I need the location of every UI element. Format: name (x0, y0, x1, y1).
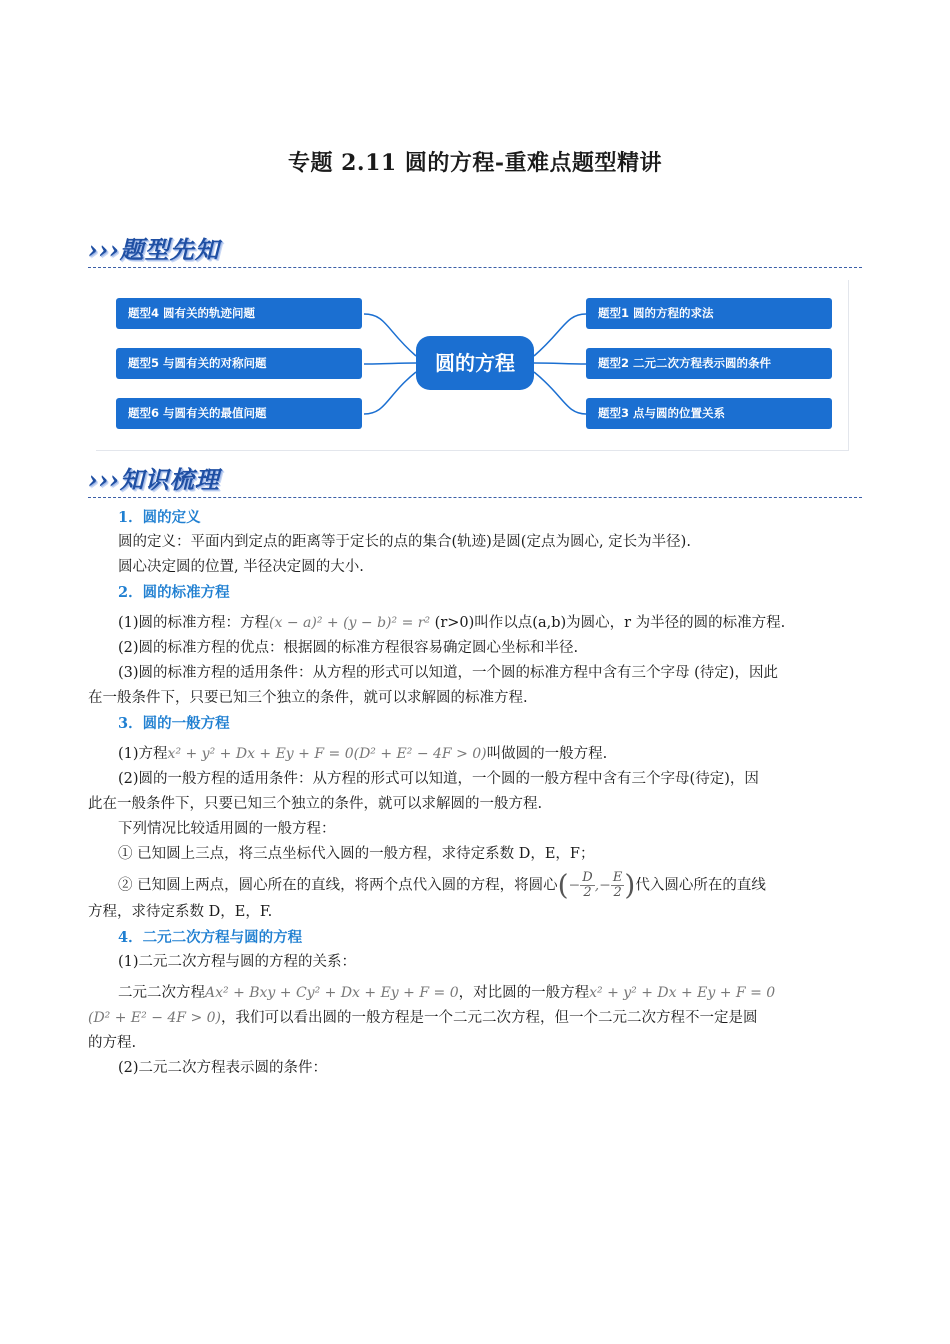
topic-node-6: 题型6 与圆有关的最值问题 (116, 398, 362, 429)
paragraph (88, 742, 864, 767)
paragraph (88, 1006, 864, 1031)
paragraph: 圆的定义：平面内到定点的距离等于定长的点的集合(轨迹)是圆(定点为圆心, 定长为半径). (118, 534, 691, 550)
knowledge-body (88, 505, 864, 1081)
paragraph: 在一般条件下，只要已知三个独立的条件，就可以求解圆的标准方程. (88, 690, 528, 706)
topic-node-4: 题型4 圆有关的轨迹问题 (116, 298, 362, 329)
fraction: $\frac{D}{2}$ (582, 870, 593, 900)
equation: x² + y² + Dx + Ey + F = 0 (589, 985, 776, 1001)
topic-node-3: 题型3 点与圆的位置关系 (586, 398, 832, 429)
section-heading-4: 4．二元二次方程与圆的方程 (118, 929, 303, 946)
paragraph: (2)圆的标准方程的优点：根据圆的标准方程很容易确定圆心坐标和半径. (118, 640, 579, 656)
paragraph: 此在一般条件下，只要已知三个独立的条件，就可以求解圆的一般方程. (88, 796, 543, 812)
paragraph: (3)圆的标准方程的适用条件：从方程的形式可以知道，一个圆的标准方程中含有三个字母 (待定)，因此 (118, 665, 778, 681)
paragraph (88, 868, 864, 902)
page-title: 专题 2.11 圆的方程-重难点题型精讲 (287, 150, 663, 176)
text: ，我们可以看出圆的一般方程是一个二元二次方程，但一个二元二次方程不一定是圆 (221, 1010, 758, 1026)
fraction: $\frac{E}{2}$ (612, 870, 623, 900)
equation: Ax² + Bxy + Cy² + Dx + Ey + F = 0 (205, 985, 459, 1001)
equation: (D² + E² − 4F > 0) (88, 1010, 222, 1026)
paragraph (88, 981, 864, 1006)
text: 代入圆心所在的直线 (635, 877, 766, 894)
section-heading-3: 3．圆的一般方程 (118, 715, 230, 732)
paragraph: 方程，求待定系数 D，E，F. (88, 904, 273, 920)
minus-sign: − (568, 877, 581, 894)
dashed-divider (88, 497, 862, 498)
paren-open: ( (557, 868, 569, 902)
text: (1)方程 (118, 746, 168, 762)
paragraph: 圆心决定圆的位置, 半径决定圆的大小. (118, 559, 364, 575)
mind-map (96, 280, 849, 451)
paren-close: ) (624, 868, 636, 902)
paragraph: (1)二元二次方程与圆的方程的关系： (118, 954, 357, 970)
comma-minus: ,− (594, 877, 611, 894)
text: 二元二次方程 (118, 985, 205, 1001)
topic-node-1: 题型1 圆的方程的求法 (586, 298, 832, 329)
text: ② 已知圆上两点，圆心所在的直线，将两个点代入圆的方程，将圆心 (118, 877, 558, 894)
paragraph: (2)二元二次方程表示圆的条件： (118, 1060, 328, 1076)
equation: x² + y² + Dx + Ey + F = 0(D² + E² − 4F > 0) (167, 746, 487, 762)
text: ，对比圆的一般方程 (458, 985, 590, 1001)
section-heading-2: 2．圆的标准方程 (118, 584, 230, 601)
text: (1)圆的标准方程：方程 (118, 615, 270, 631)
banner-label: ›››知识梳理 (88, 465, 220, 494)
mind-map-center: 圆的方程 (416, 336, 534, 390)
paragraph: 下列情况比较适用圆的一般方程： (118, 821, 336, 837)
paragraph (88, 611, 864, 636)
paragraph: 的方程. (88, 1035, 137, 1051)
paragraph: ① 已知圆上三点，将三点坐标代入圆的一般方程，求待定系数 D，E，F； (118, 846, 595, 862)
section-banner-knowledge (88, 458, 862, 498)
topic-node-5: 题型5 与圆有关的对称问题 (116, 348, 362, 379)
text: 叫做圆的一般方程. (486, 746, 608, 762)
text: (r>0)叫作以点(a,b)为圆心，r 为半径的圆的标准方程. (430, 615, 786, 631)
section-heading-1: 1．圆的定义 (118, 509, 201, 526)
dashed-divider (88, 267, 862, 268)
equation: (x − a)² + (y − b)² = r² (269, 615, 431, 631)
paragraph: (2)圆的一般方程的适用条件：从方程的形式可以知道，一个圆的一般方程中含有三个字母(待定)，因 (118, 771, 759, 787)
section-banner-overview (88, 228, 862, 268)
topic-node-2: 题型2 二元二次方程表示圆的条件 (586, 348, 832, 379)
banner-label: ›››题型先知 (88, 235, 220, 264)
